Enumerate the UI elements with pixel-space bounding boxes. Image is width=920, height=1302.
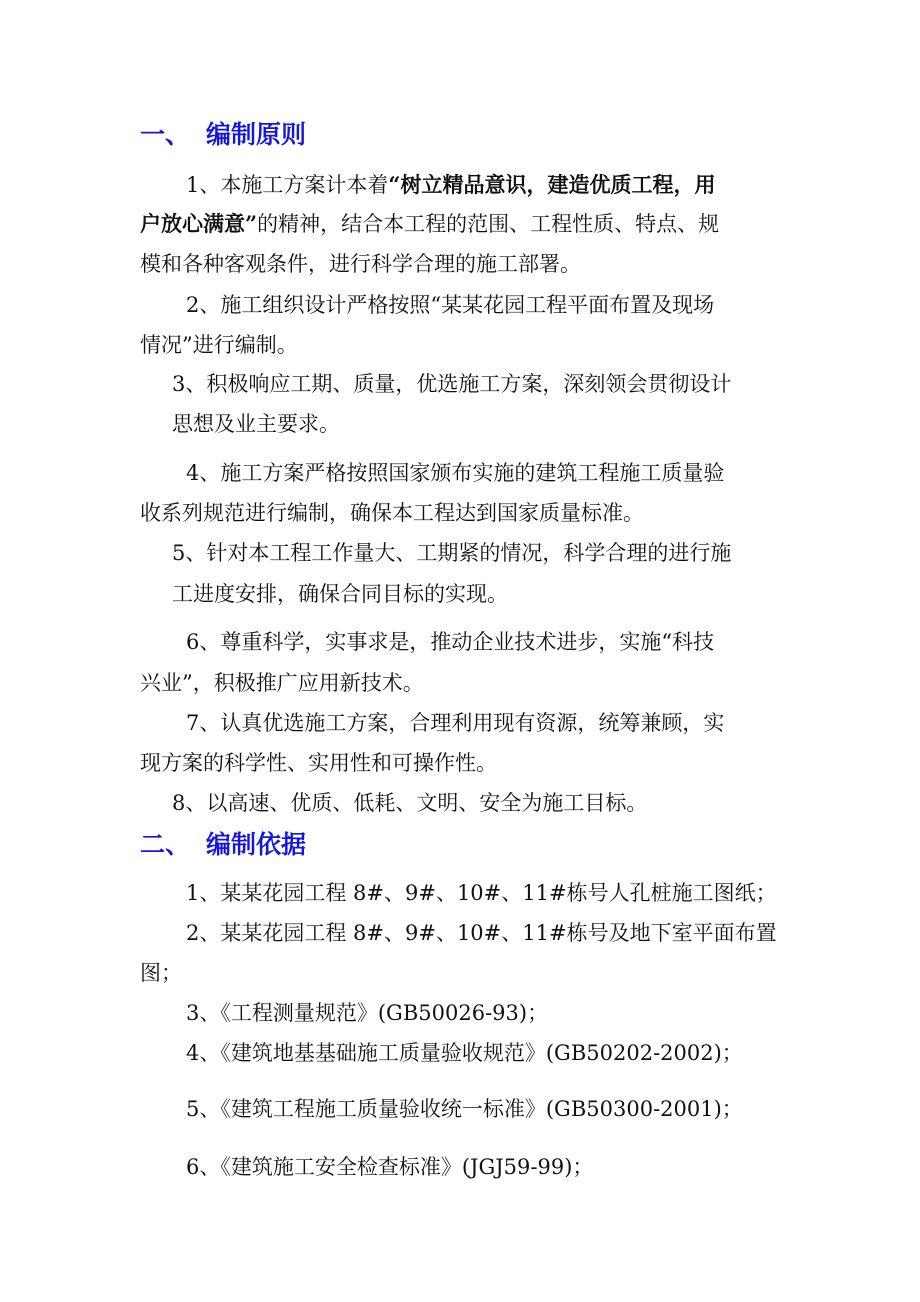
basis-1-line-1: 1、某某花园工程 8#、9#、10#、11#栋号人孔桩施工图纸； — [186, 881, 777, 905]
section-2-number: 二、 — [140, 830, 191, 859]
basis-5-line-1: 5、《建筑工程施工质量验收统一标准》(GB50300-2001)； — [186, 1097, 743, 1121]
section-1-heading — [140, 122, 306, 147]
section-2-heading — [140, 832, 306, 857]
principle-1-line-1 — [186, 174, 715, 196]
basis-2-line-1: 2、某某花园工程 8#、9#、10#、11#栋号及地下室平面布置 — [186, 921, 777, 945]
principle-1-line-2 — [140, 213, 719, 235]
basis-6-line-1: 6、《建筑施工安全检查标准》(JGJ59-99)； — [186, 1155, 594, 1179]
principle-2-line-2: 情况”进行编制。 — [140, 333, 298, 357]
basis-4-line-1: 4、《建筑地基基础施工质量验收规范》(GB50202-2002)； — [186, 1041, 743, 1065]
principle-7-line-1: 7、认真优选施工方案，合理利用现有资源，统筹兼顾，实 — [186, 711, 725, 735]
principle-2-line-1: 2、施工组织设计严格按照“某某花园工程平面布置及现场 — [186, 293, 715, 317]
principle-1-quote-end: 户放心满意” — [140, 211, 258, 236]
basis-3-line-1: 3、《工程测量规范》(GB50026-93)； — [186, 1001, 549, 1025]
principle-4-line-1: 4、施工方案严格按照国家颁布实施的建筑工程施工质量验 — [186, 461, 725, 485]
principle-6-line-1: 6、尊重科学，实事求是，推动企业技术进步，实施“科技 — [186, 630, 715, 654]
principle-1-quote: “树立精品意识，建造优质工程，用 — [388, 172, 716, 197]
principle-6-line-2: 兴业”，积极推广应用新技术。 — [140, 671, 424, 695]
principle-3-line-2: 思想及业主要求。 — [172, 412, 340, 436]
principle-1-text-cont: 的精神，结合本工程的范围、工程性质、特点、规 — [257, 212, 720, 236]
principle-1-line-3: 模和各种客观条件，进行科学合理的施工部署。 — [140, 252, 581, 276]
principle-3-line-1: 3、积极响应工期、质量，优选施工方案，深刻领会贯彻设计 — [172, 372, 732, 396]
principle-7-line-2: 现方案的科学性、实用性和可操作性。 — [140, 751, 497, 775]
section-2-title: 编制依据 — [206, 830, 307, 859]
basis-2-line-2: 图； — [140, 961, 182, 985]
principle-5-line-1: 5、针对本工程工作量大、工期紧的情况，科学合理的进行施 — [172, 541, 732, 565]
principle-1-text: 1、本施工方案计本着 — [186, 173, 389, 197]
principle-8-line-1: 8、以高速、优质、低耗、文明、安全为施工目标。 — [172, 791, 648, 815]
principle-4-line-2: 收系列规范进行编制，确保本工程达到国家质量标准。 — [140, 501, 644, 525]
section-1-number: 一、 — [140, 120, 191, 149]
principle-5-line-2: 工进度安排，确保合同目标的实现。 — [172, 582, 508, 606]
section-1-title: 编制原则 — [206, 120, 307, 149]
